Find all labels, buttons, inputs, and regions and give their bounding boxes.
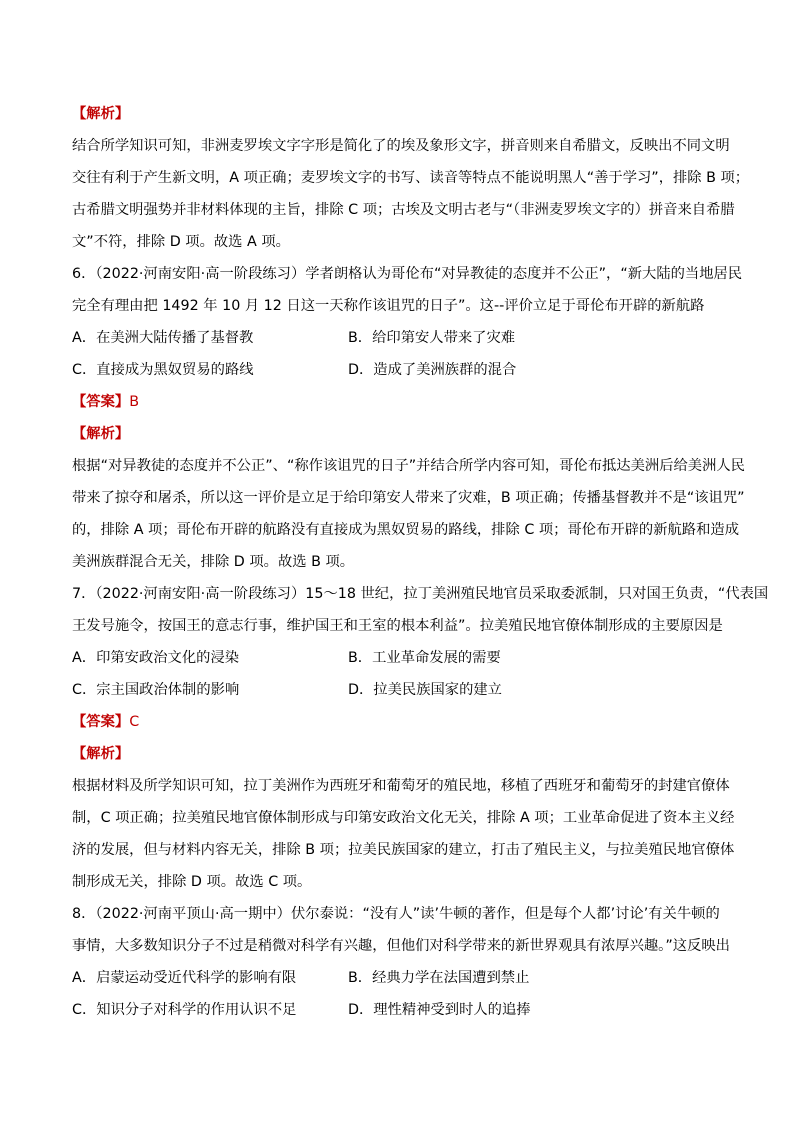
q8-options-row [72,1000,531,1020]
analysis-label [72,104,129,124]
q7-option-a: A．印第安政治文化的浸染 [72,650,240,666]
q6-option-c: C．直接成为黑奴贸易的路线 [72,362,254,378]
q6-option-d: D．造成了美洲族群的混合 [348,362,517,378]
q6-analysis-line: 美洲族群混合无关，排除 D 项。故选 B 项。 [72,554,355,570]
q8-stem-line: 事情，大多数知识分子不过是稍微对科学有兴趣，但他们对科学带来的新世界观具有浓厚兴趣。”这反映出 [72,938,730,954]
q6-analysis-line: 根据“对异教徒的态度并不公正”、“称作该诅咒的日子”并结合所学内容可知，哥伦布抵达美洲后给美洲人民 [72,458,745,474]
q5-analysis-line: 文”不符，排除 D 项。故选 A 项。 [72,234,290,250]
q6-options-row [72,360,517,380]
q7-stem-line: 7．（2022·河南安阳·高一阶段练习）15～18 世纪，拉丁美洲殖民地官员采取委派制，只对国王负责，“代表国 [72,586,769,602]
analysis-label [72,424,129,444]
q6-analysis-line: 的，排除 A 项；哥伦布开辟的航路没有直接成为黑奴贸易的路线，排除 C 项；哥伦布开辟的新航路和造成 [72,522,739,538]
q7-analysis-line: 济的发展，但与材料内容无关，排除 B 项；拉美民族国家的建立，打击了殖民主义，与拉美殖民地官僚体 [72,842,735,858]
q8-option-b: B．经典力学在法国遭到禁止 [348,970,530,986]
q7-answer [72,712,139,732]
answer-tag: 【答案】 [72,394,130,410]
q5-analysis-line: 古希腊文明强势并非材料体现的主旨，排除 C 项；古埃及文明古老与“（非洲麦罗埃文字的）拼音来自希腊 [72,202,735,218]
q8-option-c: C．知识分子对科学的作用认识不足 [72,1002,297,1018]
analysis-tag: 【解析】 [72,746,130,762]
q6-options-row [72,328,516,348]
q6-option-a: A．在美洲大陆传播了基督教 [72,330,254,346]
q7-stem-line: 王发号施令，按国王的意志行事，维护国王和王室的根本利益”。拉美殖民地官僚体制形成的主要原因是 [72,618,723,634]
q7-options-row [72,648,501,668]
q7-analysis-line: 制形成无关，排除 D 项。故选 C 项。 [72,874,312,890]
analysis-label [72,744,129,764]
analysis-tag: 【解析】 [72,426,130,442]
q7-analysis-line: 根据材料及所学知识可知，拉丁美洲作为西班牙和葡萄牙的殖民地，移植了西班牙和葡萄牙的封建官僚体 [72,778,730,794]
q6-option-b: B．给印第安人带来了灾难 [348,330,516,346]
q6-analysis-line: 带来了掠夺和屠杀，所以这一评价是立足于给印第安人带来了灾难，B 项正确；传播基督教并不是“该诅咒” [72,490,745,506]
q6-stem-line: 完全有理由把 1492 年 10 月 12 日这一天称作该诅咒的日子”。这--评价立足于哥伦布开辟的新航路 [72,298,705,314]
q8-options-row [72,968,530,988]
q6-stem-line: 6．（2022·河南安阳·高一阶段练习）学者朗格认为哥伦布“对异教徒的态度并不公正”，“新大陆的当地居民 [72,266,743,282]
q5-analysis-line: 结合所学知识可知，非洲麦罗埃文字字形是简化了的埃及象形文字，拼音则来自希腊文，反映出不同文明 [72,138,730,154]
q7-options-row [72,680,502,700]
q6-answer-value: B [129,394,139,410]
analysis-tag: 【解析】 [72,106,130,122]
q7-analysis-line: 制，C 项正确；拉美殖民地官僚体制形成与印第安政治文化无关，排除 A 项；工业革命促进了资本主义经 [72,810,735,826]
q7-option-d: D．拉美民族国家的建立 [348,682,502,698]
q8-option-a: A．启蒙运动受近代科学的影响有限 [72,970,297,986]
q6-answer [72,392,139,412]
q7-option-c: C．宗主国政治体制的影响 [72,682,240,698]
q7-option-b: B．工业革命发展的需要 [348,650,501,666]
q5-analysis-line: 交往有利于产生新文明，A 项正确；麦罗埃文字的书写、读音等特点不能说明黑人“善于学习”，排除 B 项； [72,170,750,186]
answer-tag: 【答案】 [72,714,130,730]
q8-option-d: D．理性精神受到时人的追捧 [348,1002,531,1018]
q8-stem-line: 8．（2022·河南平顶山·高一期中）伏尔泰说：“没有人”读’牛顿的著作，但是每个人都’讨论’有关牛顿的 [72,906,720,922]
q7-answer-value: C [129,714,140,730]
